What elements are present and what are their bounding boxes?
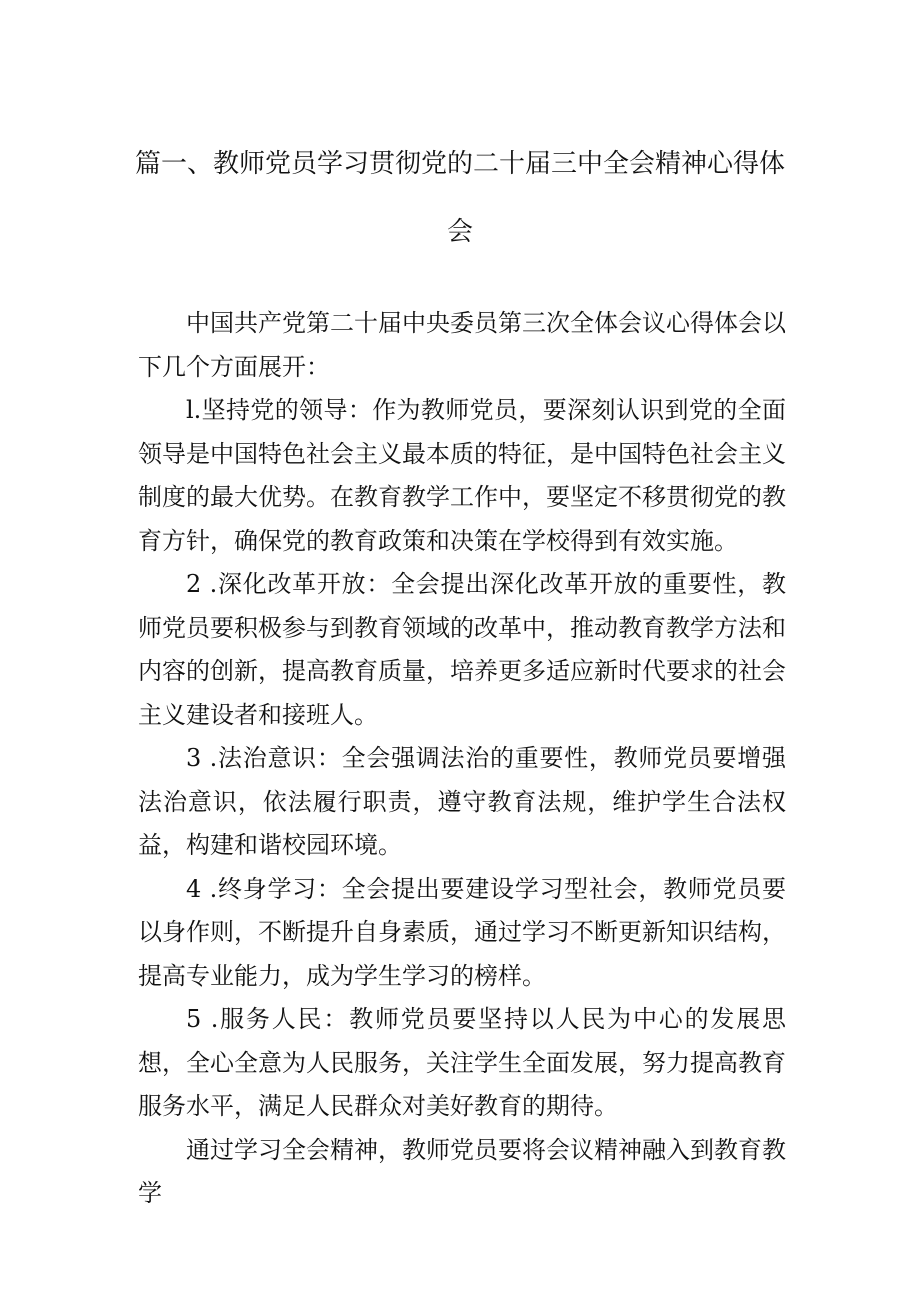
title-line-2: 会 xyxy=(446,217,473,247)
paragraph-point-4: 4 .终身学习：全会提出要建设学习型社会，教师党员要以身作则，不断提升自身素质，通过学习不断更新知识结构，提高专业能力，成为学生学习的榜样。 xyxy=(138,874,786,990)
title-line-1: 篇一、教师党员学习贯彻党的二十届三中全会精神心得体 xyxy=(134,149,785,179)
document-title xyxy=(120,130,800,266)
paragraph-point-5: 5 .服务人民：教师党员要坚持以人民为中心的发展思想，全心全意为人民服务，关注学生全面发展，努力提高教育服务水平，满足人民群众对美好教育的期待。 xyxy=(138,1005,786,1120)
paragraph-point-1: l.坚持党的领导：作为教师党员，要深刻认识到党的全面领导是中国特色社会主义最本质的特征，是中国特色社会主义制度的最大优势。在教育教学工作中，要坚定不移贯彻党的教育方针，确保党的教育政策和决策在学校得到有效实施。 xyxy=(138,396,786,555)
paragraph-conclusion: 通过学习全会精神，教师党员要将会议精神融入到教育教学 xyxy=(138,1135,786,1207)
paragraph-intro: 中国共产党第二十届中央委员第三次全体会议心得体会以下几个方面展开： xyxy=(138,309,786,381)
document-body xyxy=(138,302,786,1216)
paragraph-point-2: 2 .深化改革开放：全会提出深化改革开放的重要性，教师党员要积极参与到教育领域的改革中，推动教育教学方法和内容的创新，提高教育质量，培养更多适应新时代要求的社会主义建设者和接班人。 xyxy=(138,570,786,729)
paragraph-point-3: 3 .法治意识：全会强调法治的重要性，教师党员要增强法治意识，依法履行职责，遵守教育法规，维护学生合法权益，构建和谐校园环境。 xyxy=(138,744,786,859)
